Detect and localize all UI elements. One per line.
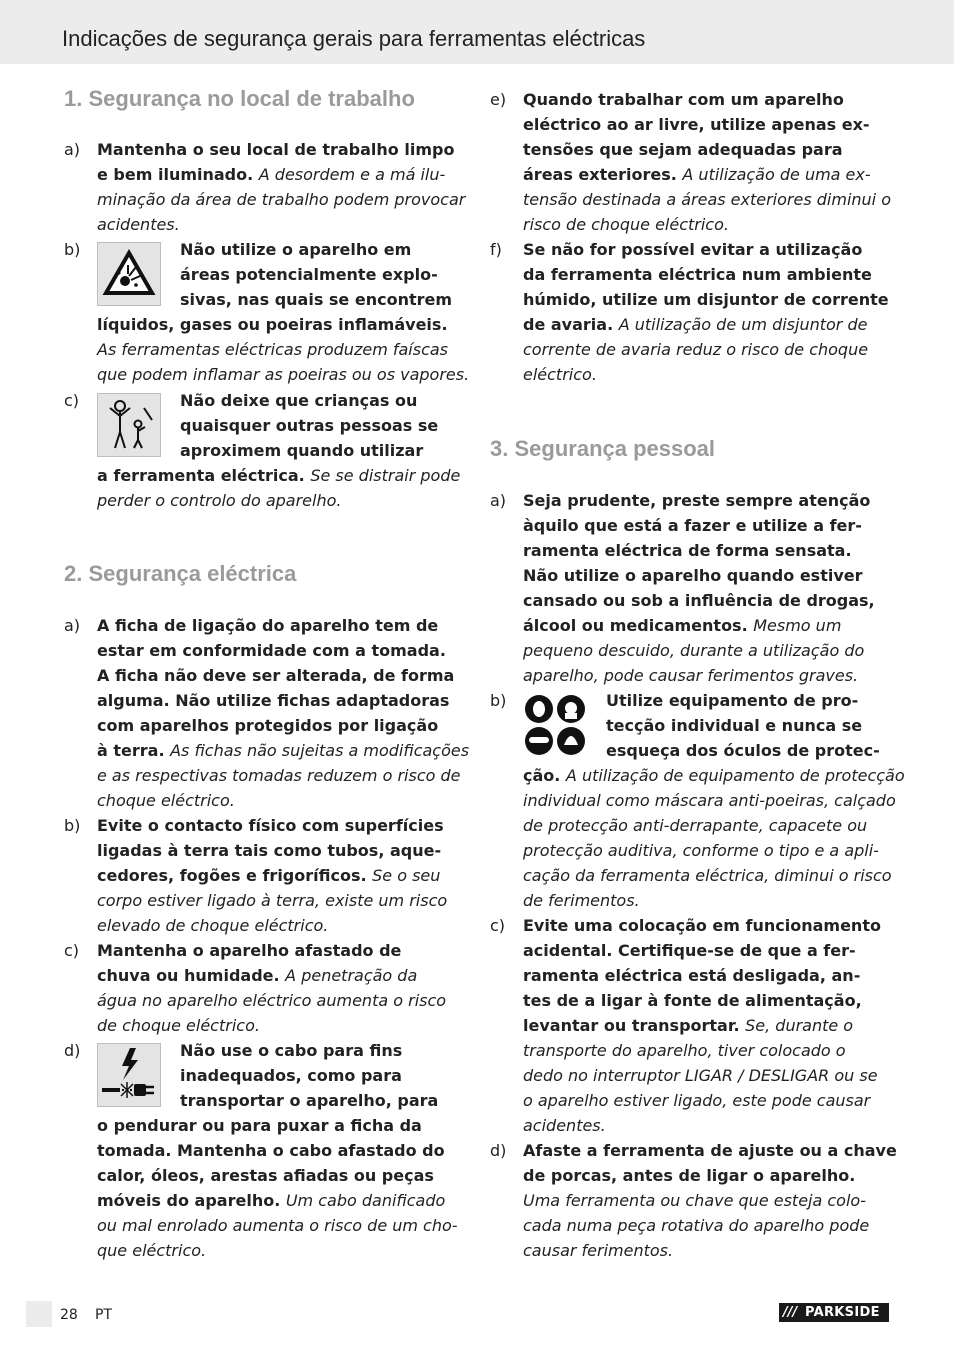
bold-text: Afaste a ferramenta de ajuste ou a chave — [523, 1141, 897, 1160]
bold-text: ção. — [523, 766, 566, 785]
text-line — [97, 713, 469, 738]
bold-text: áreas potencialmente explo- — [180, 265, 438, 284]
text-line — [523, 1213, 897, 1238]
bold-text: esqueça dos óculos de protec- — [606, 741, 880, 760]
bold-text: móveis do aparelho. — [97, 1191, 286, 1210]
bold-text: a ferramenta eléctrica. — [97, 466, 311, 485]
bold-text: Quando trabalhar com um aparelho — [523, 90, 844, 109]
italic-text: Um cabo danificado — [285, 1191, 446, 1210]
text-line — [97, 1213, 458, 1238]
italic-text: minação da área de trabalho podem provocar — [97, 190, 466, 209]
italic-text: As fichas não sujeitas a modificações — [170, 741, 470, 760]
italic-text: A utilização de um disjuntor de — [618, 315, 868, 334]
bold-text: Utilize equipamento de pro- — [606, 691, 859, 710]
text-line — [97, 1113, 458, 1138]
bold-text: e bem iluminado. — [97, 165, 259, 184]
section-1-number: 1. — [64, 86, 83, 111]
italic-text: cada numa peça rotativa do aparelho pode — [523, 1216, 870, 1235]
italic-text: Se, durante o — [745, 1016, 854, 1035]
text-line — [523, 137, 891, 162]
text-line — [523, 1013, 881, 1038]
text-line — [97, 1163, 458, 1188]
italic-text: Uma ferramenta ou chave que esteja colo- — [523, 1191, 866, 1210]
text-line — [97, 1238, 458, 1263]
item-text — [97, 237, 470, 387]
text-line — [97, 613, 469, 638]
text-line — [523, 1163, 897, 1188]
text-line — [523, 1138, 897, 1163]
text-line — [523, 312, 889, 337]
section-3-title — [490, 436, 715, 462]
italic-text: Mesmo um — [753, 616, 842, 635]
text-line — [97, 813, 447, 838]
item-letter: a) — [490, 491, 507, 510]
item-letter: a) — [64, 140, 81, 159]
bold-text: eléctrico ao ar livre, utilize apenas ex- — [523, 115, 870, 134]
section-2-heading: Segurança eléctrica — [88, 561, 297, 586]
text-line — [523, 1038, 881, 1063]
text-line — [523, 1063, 881, 1088]
keep-children-away-icon — [97, 393, 161, 457]
bold-text: tomada. Mantenha o cabo afastado do — [97, 1141, 445, 1160]
brand-logo — [779, 1303, 889, 1322]
text-line — [523, 938, 881, 963]
item-letter: b) — [64, 816, 81, 835]
bold-text: Não use o cabo para fins — [180, 1041, 403, 1060]
item-text — [523, 1138, 897, 1263]
bold-text: da ferramenta eléctrica num ambiente — [523, 265, 872, 284]
italic-text: acidentes. — [523, 1116, 606, 1135]
item-letter: e) — [490, 90, 507, 109]
item-letter: f) — [490, 240, 502, 259]
text-line — [180, 237, 469, 262]
page-number: 28 — [60, 1307, 78, 1323]
text-line — [523, 337, 889, 362]
text-line — [97, 162, 465, 187]
italic-text: corrente de avaria reduz o risco de choque — [523, 340, 869, 359]
section-3-number: 3. — [490, 436, 509, 461]
item-text — [523, 488, 875, 688]
bold-text: estar em conformidade com a tomada. — [97, 641, 446, 660]
bold-text: Se não for possível evitar a utilização — [523, 240, 863, 259]
italic-text: A utilização de uma ex- — [682, 165, 871, 184]
bold-text: com aparelhos protegidos por ligação — [97, 716, 439, 735]
text-line — [523, 1188, 897, 1213]
section-1-title — [64, 86, 415, 112]
item-letter: b) — [64, 240, 81, 259]
italic-text: Se se distrair pode — [310, 466, 461, 485]
item-letter: c) — [64, 391, 80, 410]
text-line — [97, 963, 446, 988]
italic-text: As ferramentas eléctricas produzem faíscas — [97, 340, 449, 359]
text-line — [180, 1038, 458, 1063]
italic-text: e as respectivas tomadas reduzem o risco de — [97, 766, 461, 785]
text-line — [97, 187, 465, 212]
bold-text: chuva ou humidade. — [97, 966, 286, 985]
text-line — [523, 162, 891, 187]
italic-text: corpo estiver ligado à terra, existe um risco — [97, 891, 448, 910]
text-line — [97, 663, 469, 688]
text-line — [97, 638, 469, 663]
item-text — [97, 613, 469, 813]
text-line — [523, 262, 889, 287]
text-line — [523, 638, 875, 663]
text-line — [523, 488, 875, 513]
text-line — [523, 563, 875, 588]
bold-text: Evite o contacto físico com superfícies — [97, 816, 444, 835]
italic-text: causar ferimentos. — [523, 1241, 674, 1260]
text-line — [523, 1113, 881, 1138]
text-line — [523, 788, 905, 813]
item-letter: a) — [64, 616, 81, 635]
italic-text: tensão destinada a áreas exteriores diminui o — [523, 190, 891, 209]
italic-text: acidentes. — [97, 215, 180, 234]
text-line — [523, 863, 905, 888]
section-2-number: 2. — [64, 561, 83, 586]
text-line — [180, 1088, 458, 1113]
item-text — [97, 388, 461, 513]
text-line — [523, 963, 881, 988]
language-code: PT — [95, 1307, 112, 1323]
page-title: Indicações de segurança gerais para ferramentas eléctricas — [62, 26, 646, 51]
item-letter: c) — [490, 916, 506, 935]
item-letter: c) — [64, 941, 80, 960]
text-line — [97, 1138, 458, 1163]
item-text — [523, 688, 905, 913]
text-line — [523, 87, 891, 112]
page-header — [0, 0, 954, 64]
italic-text: risco de choque eléctrico. — [523, 215, 729, 234]
text-line — [523, 588, 875, 613]
section-1-heading: Segurança no local de trabalho — [88, 86, 415, 111]
text-line — [523, 1238, 897, 1263]
italic-text: pequeno descuido, durante a utilização do — [523, 641, 865, 660]
bold-text: tensões que sejam adequadas para — [523, 140, 843, 159]
bold-text: cansado ou sob a influência de drogas, — [523, 591, 875, 610]
italic-text: ou mal enrolado aumenta o risco de um cho- — [97, 1216, 458, 1235]
italic-text: individual como máscara anti-poeiras, calçado — [523, 791, 896, 810]
text-line — [97, 362, 469, 387]
text-line — [180, 438, 460, 463]
text-line — [97, 1188, 458, 1213]
text-line — [523, 1088, 881, 1113]
text-line — [523, 538, 875, 563]
bold-text: Evite uma colocação em funcionamento — [523, 916, 881, 935]
item-text — [97, 137, 465, 237]
text-line — [523, 988, 881, 1013]
item-letter: d) — [490, 1141, 507, 1160]
text-line — [523, 287, 889, 312]
item-text — [523, 913, 881, 1138]
damaged-cable-icon — [97, 1043, 161, 1107]
bold-text: sivas, nas quais se encontrem — [180, 290, 453, 309]
brand-name: PARKSIDE — [805, 1305, 880, 1320]
bold-text: ramenta eléctrica está desligada, an- — [523, 966, 861, 985]
bold-text: Mantenha o aparelho afastado de — [97, 941, 402, 960]
item-text — [523, 237, 889, 387]
text-line — [180, 262, 469, 287]
bold-text: alguma. Não utilize fichas adaptadoras — [97, 691, 450, 710]
text-line — [180, 388, 460, 413]
item-text — [97, 813, 447, 938]
bold-text: ligadas à terra tais como tubos, aque- — [97, 841, 442, 860]
text-line — [97, 838, 447, 863]
bold-text: A ficha não deve ser alterada, de forma — [97, 666, 455, 685]
text-line — [606, 688, 905, 713]
item-letter: d) — [64, 1041, 81, 1060]
section-2-title — [64, 561, 296, 587]
bold-text: áreas exteriores. — [523, 165, 683, 184]
text-line — [97, 212, 465, 237]
text-line — [97, 763, 469, 788]
bold-text: Mantenha o seu local de trabalho limpo — [97, 140, 455, 159]
bold-text: transportar o aparelho, para — [180, 1091, 439, 1110]
bold-text: tes de a ligar à fonte de alimentação, — [523, 991, 862, 1010]
italic-text: aparelho, pode causar ferimentos graves. — [523, 666, 859, 685]
italic-text: perder o controlo do aparelho. — [97, 491, 342, 510]
text-line — [180, 287, 469, 312]
bold-text: de porcas, antes de ligar o aparelho. — [523, 1166, 856, 1185]
bold-text: A ficha de ligação do aparelho tem de — [97, 616, 439, 635]
text-line — [97, 688, 469, 713]
italic-text: protecção auditiva, conforme o tipo e a apli- — [523, 841, 879, 860]
text-line — [523, 212, 891, 237]
italic-text: A penetração da — [285, 966, 418, 985]
bold-text: Seja prudente, preste sempre atenção — [523, 491, 871, 510]
text-line — [97, 137, 465, 162]
bold-text: Não utilize o aparelho quando estiver — [523, 566, 863, 585]
bold-text: Não deixe que crianças ou — [180, 391, 418, 410]
text-line — [606, 738, 905, 763]
text-line — [180, 1063, 458, 1088]
bold-text: aproximem quando utilizar — [180, 441, 424, 460]
text-line — [97, 463, 460, 488]
italic-text: que eléctrico. — [97, 1241, 207, 1260]
item-text — [523, 87, 891, 237]
text-line — [523, 513, 875, 538]
text-line — [97, 863, 447, 888]
bold-text: àquilo que está a fazer e utilize a fer- — [523, 516, 862, 535]
text-line — [97, 788, 469, 813]
text-line — [97, 913, 447, 938]
text-line — [97, 488, 460, 513]
text-line — [523, 813, 905, 838]
bold-text: levantar ou transportar. — [523, 1016, 746, 1035]
italic-text: dedo no interruptor LIGAR / DESLIGAR ou se — [523, 1066, 878, 1085]
italic-text: transporte do aparelho, tiver colocado o — [523, 1041, 846, 1060]
text-line — [97, 988, 446, 1013]
text-line — [523, 913, 881, 938]
bold-text: quaisquer outras pessoas se — [180, 416, 439, 435]
text-line — [523, 763, 905, 788]
bold-text: Não utilize o aparelho em — [180, 240, 412, 259]
text-line — [523, 838, 905, 863]
text-line — [97, 738, 469, 763]
italic-text: elevado de choque eléctrico. — [97, 916, 329, 935]
text-line — [523, 613, 875, 638]
item-letter: b) — [490, 691, 507, 710]
bold-text: inadequados, como para — [180, 1066, 402, 1085]
text-line — [523, 112, 891, 137]
italic-text: de choque eléctrico. — [97, 1016, 260, 1035]
text-line — [97, 1013, 446, 1038]
text-line — [606, 713, 905, 738]
bold-text: ramenta eléctrica de forma sensata. — [523, 541, 852, 560]
text-line — [523, 663, 875, 688]
footer-tab — [26, 1301, 52, 1327]
text-line — [523, 237, 889, 262]
text-line — [180, 413, 460, 438]
explosive-hazard-icon — [97, 242, 161, 306]
bold-text: cedores, fogões e frigoríficos. — [97, 866, 373, 885]
bold-text: acidental. Certifique-se de que a fer- — [523, 941, 856, 960]
italic-text: eléctrico. — [523, 365, 597, 384]
bold-text: o pendurar ou para puxar a ficha da — [97, 1116, 422, 1135]
italic-text: A utilização de equipamento de protecção — [565, 766, 905, 785]
italic-text: Se o seu — [372, 866, 441, 885]
italic-text: de protecção anti-derrapante, capacete ou — [523, 816, 868, 835]
italic-text: choque eléctrico. — [97, 791, 235, 810]
bold-text: tecção individual e nunca se — [606, 716, 863, 735]
text-line — [523, 888, 905, 913]
italic-text: A desordem e a má ilu- — [258, 165, 446, 184]
italic-text: cação da ferramenta eléctrica, diminui o risco — [523, 866, 892, 885]
item-text — [97, 1038, 458, 1263]
bold-text: à terra. — [97, 741, 171, 760]
italic-text: água no aparelho eléctrico aumenta o risco — [97, 991, 447, 1010]
text-line — [523, 187, 891, 212]
bold-text: calor, óleos, arestas afiadas ou peças — [97, 1166, 434, 1185]
italic-text: que podem inflamar as poeiras ou os vapores. — [97, 365, 470, 384]
bold-text: de avaria. — [523, 315, 619, 334]
italic-text: de ferimentos. — [523, 891, 640, 910]
bold-text: líquidos, gases ou poeiras inflamáveis. — [97, 315, 448, 334]
text-line — [97, 312, 469, 337]
text-line — [97, 337, 469, 362]
text-line — [97, 888, 447, 913]
bold-text: álcool ou medicamentos. — [523, 616, 754, 635]
section-3-heading: Segurança pessoal — [514, 436, 716, 461]
brand-mark: /// — [783, 1305, 798, 1320]
italic-text: o aparelho estiver ligado, este pode causar — [523, 1091, 871, 1110]
text-line — [523, 362, 889, 387]
text-line — [97, 938, 446, 963]
bold-text: húmido, utilize um disjuntor de corrente — [523, 290, 889, 309]
item-text — [97, 938, 446, 1038]
protective-equipment-icon — [523, 693, 587, 757]
